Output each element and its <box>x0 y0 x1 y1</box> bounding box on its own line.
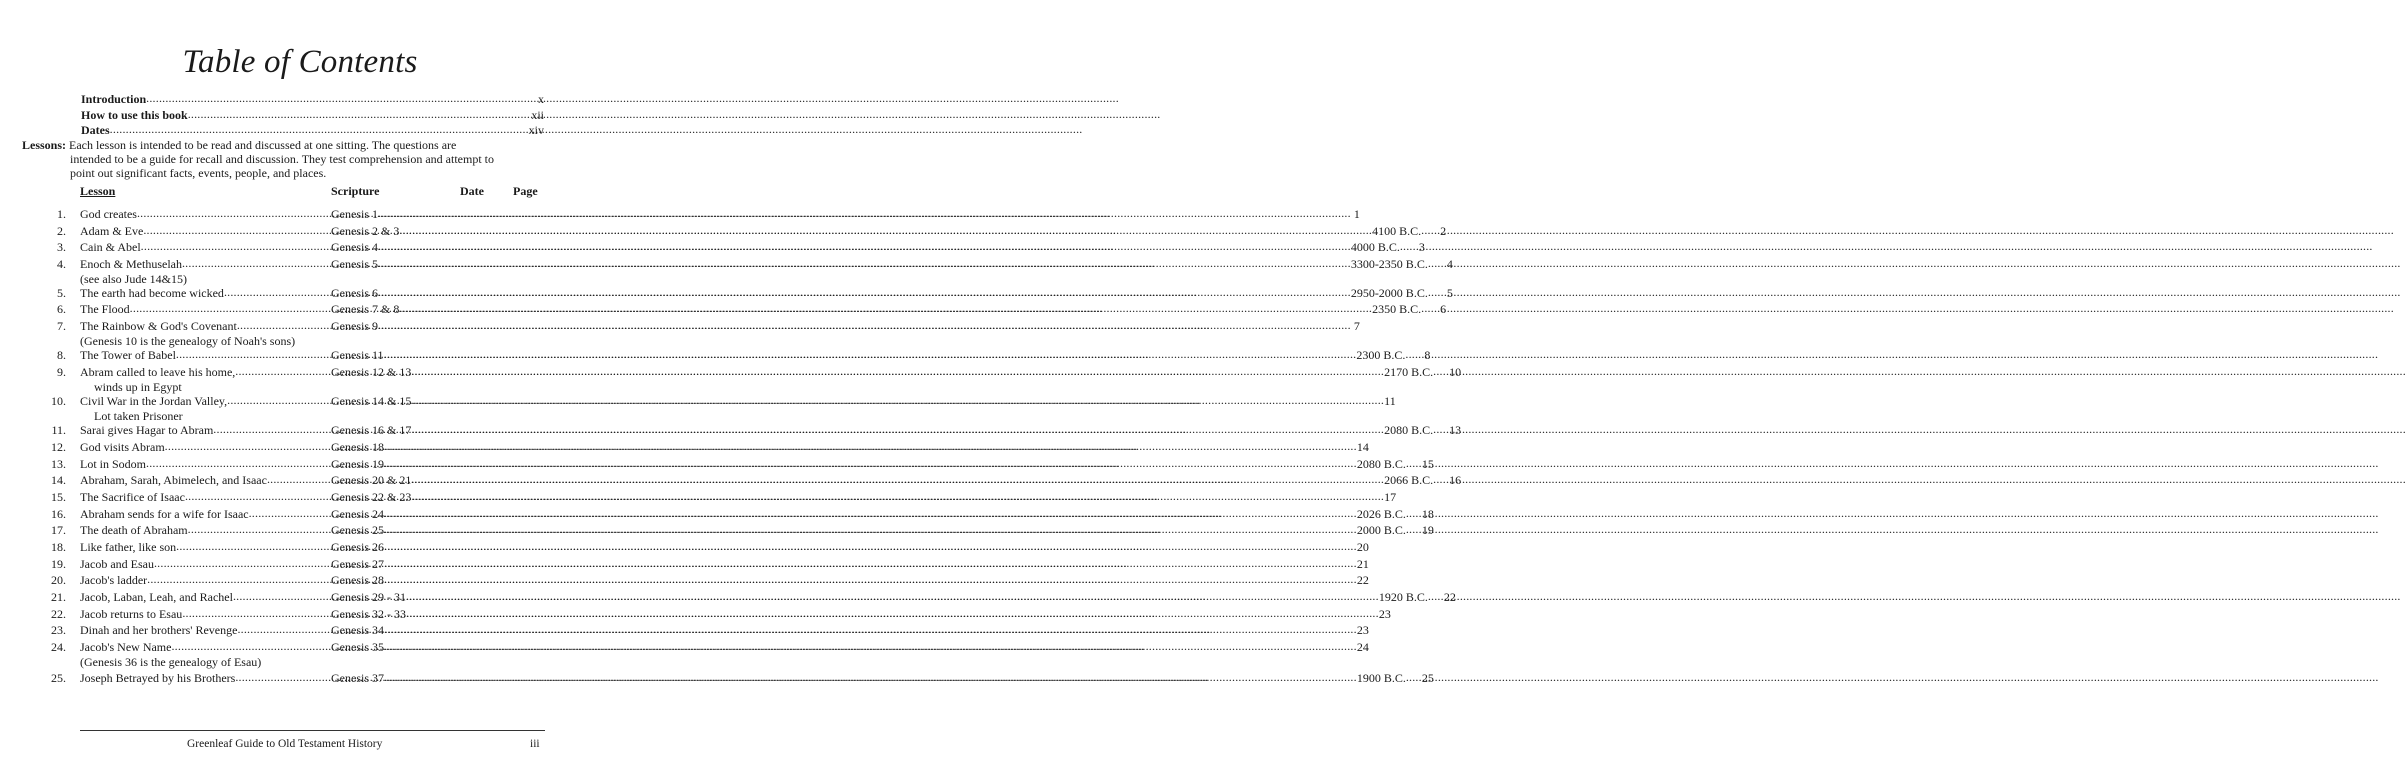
lesson-date: 2350 B.C. <box>1372 302 1422 316</box>
dot-leader <box>1433 422 1449 437</box>
dot-leader <box>267 472 331 487</box>
lesson-note: winds up in Egypt <box>94 380 182 394</box>
lesson-ref-cell <box>331 457 1434 472</box>
lesson-ref-cell <box>331 302 1446 317</box>
lesson-number: 24. <box>51 640 66 654</box>
lesson-line <box>80 473 1462 488</box>
dot-leader <box>176 347 331 362</box>
lesson-title: Lot in Sodom <box>80 457 147 471</box>
lesson-scripture: Genesis 34 <box>331 623 384 637</box>
lesson-number: 9. <box>57 365 66 379</box>
dot-leader <box>185 489 331 504</box>
lesson-number: 14. <box>51 473 66 487</box>
dot-leader <box>384 539 1357 554</box>
lesson-ref-cell <box>331 573 1369 588</box>
lesson-title: The death of Abraham <box>80 523 188 537</box>
lesson-number: 16. <box>51 507 66 521</box>
dot-leader <box>384 506 1357 521</box>
lesson-line <box>80 671 1434 686</box>
lesson-number: 21. <box>51 590 66 604</box>
lesson-page: 4 <box>1446 257 1453 271</box>
dot-leader <box>235 670 331 685</box>
dot-leader <box>137 206 331 221</box>
dot-leader <box>143 223 331 238</box>
lesson-date: 4100 B.C. <box>1372 224 1422 238</box>
lesson-title-cell <box>80 365 331 380</box>
lesson-number: 12. <box>51 440 66 454</box>
front-matter-page: x <box>538 92 544 106</box>
lesson-title: Abraham, Sarah, Abimelech, and Isaac <box>80 473 267 487</box>
lesson-scripture: Genesis 2 & 3 <box>331 224 400 238</box>
lesson-ref-cell <box>331 590 1456 605</box>
dot-leader <box>165 439 331 454</box>
lesson-line <box>80 224 1447 239</box>
lesson-line <box>80 207 1360 222</box>
lesson-title-cell <box>80 590 331 605</box>
dot-leader <box>384 670 1357 685</box>
lesson-ref-cell <box>331 540 1369 555</box>
dot-leader <box>1428 256 1444 271</box>
lesson-page: 23 <box>1356 623 1369 637</box>
dot-leader <box>176 539 331 554</box>
lesson-line <box>80 623 1369 638</box>
lesson-page: 14 <box>1356 440 1369 454</box>
lesson-scripture: Genesis 35 <box>331 640 384 654</box>
lesson-note: (see also Jude 14&15) <box>80 272 187 286</box>
lesson-number: 1. <box>57 207 66 221</box>
lesson-page: 3 <box>1418 240 1425 254</box>
lesson-date: 2000 B.C. <box>1356 523 1406 537</box>
dot-leader <box>384 622 1357 637</box>
lesson-title-cell <box>80 240 331 255</box>
header-page: Page <box>513 184 538 198</box>
dot-leader <box>1428 285 1444 300</box>
dot-leader <box>384 522 1357 537</box>
dot-leader <box>399 223 1372 238</box>
dot-leader <box>171 639 331 654</box>
dot-leader <box>399 301 1372 316</box>
lesson-number: 5. <box>57 286 66 300</box>
dot-leader <box>378 239 1351 254</box>
lesson-ref-cell <box>331 490 1396 505</box>
dot-leader <box>1421 301 1437 316</box>
dot-leader <box>1406 456 1422 471</box>
lesson-line <box>80 557 1369 572</box>
lesson-number: 2. <box>57 224 66 238</box>
lesson-date: 2950-2000 B.C. <box>1350 286 1428 300</box>
lesson-number: 25. <box>51 671 66 685</box>
lesson-title-cell <box>80 490 331 505</box>
dot-leader <box>378 318 1351 333</box>
lesson-line <box>80 590 1456 605</box>
lesson-title-cell <box>80 473 331 488</box>
dot-leader <box>378 206 1351 221</box>
lesson-date: 2080 B.C. <box>1356 457 1406 471</box>
lesson-scripture: Genesis 28 <box>331 573 384 587</box>
dot-leader <box>146 456 331 471</box>
lesson-title: The Rainbow & God's Covenant <box>80 319 237 333</box>
lesson-scripture: Genesis 25 <box>331 523 384 537</box>
lesson-scripture: Genesis 14 & 15 <box>331 394 412 408</box>
dot-leader <box>384 347 1357 362</box>
dot-leader <box>188 522 331 537</box>
dot-leader <box>411 489 1384 504</box>
lesson-number: 15. <box>51 490 66 504</box>
lesson-title-cell <box>80 671 331 686</box>
intro-line-2: intended to be a guide for recall and discussion. They test comprehension and attempt to <box>70 152 494 166</box>
front-matter-page: xii <box>531 108 544 122</box>
dot-leader <box>182 256 331 271</box>
lesson-title: Jacob's ladder <box>80 573 148 587</box>
dot-leader <box>411 472 1384 487</box>
lesson-date: 2170 B.C. <box>1384 365 1434 379</box>
lesson-title: Cain & Abel <box>80 240 141 254</box>
lesson-title: Joseph Betrayed by his Brothers <box>80 671 236 685</box>
dot-leader <box>154 556 331 571</box>
lesson-ref-cell <box>331 240 1425 255</box>
lesson-title: Adam & Eve <box>80 224 144 238</box>
lesson-title-cell <box>80 457 331 472</box>
lesson-scripture: Genesis 12 & 13 <box>331 365 412 379</box>
lesson-title-cell <box>80 440 331 455</box>
lesson-page: 22 <box>1356 573 1369 587</box>
dot-leader <box>384 639 1357 654</box>
lesson-title-cell <box>80 423 331 438</box>
lesson-scripture: Genesis 22 & 23 <box>331 490 412 504</box>
lesson-scripture: Genesis 1 <box>331 207 378 221</box>
lesson-page: 1 <box>1353 207 1360 221</box>
lesson-line <box>80 457 1434 472</box>
lesson-ref-cell <box>331 224 1446 239</box>
footer-page-number: iii <box>530 738 540 750</box>
lesson-line <box>80 640 1369 655</box>
dot-leader <box>384 572 1357 587</box>
dot-leader <box>1421 223 1437 238</box>
lesson-title-cell <box>80 224 331 239</box>
lesson-number: 22. <box>51 607 66 621</box>
lesson-date: 2066 B.C. <box>1384 473 1434 487</box>
column-headers <box>0 184 600 200</box>
lesson-ref-cell <box>331 507 1434 522</box>
lesson-line <box>80 240 1425 255</box>
lesson-line <box>80 490 1397 505</box>
lesson-line <box>80 319 1360 334</box>
lesson-ref-cell <box>331 623 1369 638</box>
lesson-line <box>80 257 1453 272</box>
lesson-title: God creates <box>80 207 137 221</box>
dot-leader <box>1405 347 1421 362</box>
lesson-line <box>80 302 1447 317</box>
lesson-number: 3. <box>57 240 66 254</box>
dot-leader <box>141 239 331 254</box>
lesson-number: 20. <box>51 573 66 587</box>
lesson-title-cell <box>80 286 331 301</box>
dot-leader <box>237 318 331 333</box>
lesson-scripture: Genesis 26 <box>331 540 384 554</box>
lesson-page: 19 <box>1421 523 1434 537</box>
lesson-ref-cell <box>331 257 1453 272</box>
lesson-title: The Sacrifice of Isaac <box>80 490 185 504</box>
footer-rule <box>80 730 545 731</box>
lesson-title-cell <box>80 640 331 655</box>
front-matter-label: Introduction <box>81 92 147 106</box>
lesson-page: 20 <box>1356 540 1369 554</box>
lesson-page: 8 <box>1424 348 1431 362</box>
lesson-page: 25 <box>1421 671 1434 685</box>
lesson-title: Abram called to leave his home, <box>80 365 236 379</box>
lesson-number: 10. <box>51 394 66 408</box>
lesson-scripture: Genesis 6 <box>331 286 378 300</box>
lesson-line <box>80 348 1431 363</box>
lesson-number: 13. <box>51 457 66 471</box>
dot-leader <box>188 107 532 122</box>
lesson-number: 23. <box>51 623 66 637</box>
lesson-scripture: Genesis 7 & 8 <box>331 302 400 316</box>
lesson-title-cell <box>80 623 331 638</box>
dot-leader <box>182 606 331 621</box>
dot-leader <box>378 256 1351 271</box>
lesson-ref-cell <box>331 640 1369 655</box>
dot-leader <box>384 439 1357 454</box>
lesson-title-cell <box>80 319 331 334</box>
dot-leader <box>249 506 331 521</box>
lesson-title-cell <box>80 257 331 272</box>
lesson-ref-cell <box>331 423 1461 438</box>
lesson-date: 1900 B.C. <box>1356 671 1406 685</box>
lesson-title-cell <box>80 523 331 538</box>
lesson-scripture: Genesis 9 <box>331 319 378 333</box>
lesson-number: 4. <box>57 257 66 271</box>
dot-leader <box>130 301 331 316</box>
dot-leader <box>1433 364 1449 379</box>
lesson-page: 22 <box>1443 590 1456 604</box>
lesson-date: 2300 B.C. <box>1356 348 1406 362</box>
dot-leader <box>406 606 1379 621</box>
lesson-ref-cell <box>331 207 1360 222</box>
lesson-title: Dinah and her brothers' Revenge <box>80 623 238 637</box>
lesson-line <box>80 286 1453 301</box>
dot-leader <box>233 589 331 604</box>
lesson-ref-cell <box>331 557 1369 572</box>
lesson-number: 18. <box>51 540 66 554</box>
lesson-title: Jacob, Laban, Leah, and Rachel <box>80 590 233 604</box>
lesson-title: Jacob returns to Esau <box>80 607 183 621</box>
lesson-date: 2026 B.C. <box>1356 507 1406 521</box>
dot-leader <box>1406 506 1422 521</box>
lesson-page: 21 <box>1356 557 1369 571</box>
lesson-page: 15 <box>1421 457 1434 471</box>
lesson-page: 23 <box>1378 607 1391 621</box>
lesson-line <box>80 507 1434 522</box>
lesson-line <box>80 423 1462 438</box>
lesson-line <box>80 440 1369 455</box>
lesson-scripture: Genesis 4 <box>331 240 378 254</box>
lesson-line <box>80 523 1434 538</box>
lesson-line <box>80 607 1391 622</box>
lesson-date: 2080 B.C. <box>1384 423 1434 437</box>
lesson-scripture: Genesis 18 <box>331 440 384 454</box>
dot-leader <box>1428 589 1444 604</box>
lesson-title-cell <box>80 302 331 317</box>
lesson-number: 17. <box>51 523 66 537</box>
dot-leader <box>411 393 1384 408</box>
lesson-line <box>80 365 1462 380</box>
lesson-page: 7 <box>1353 319 1360 333</box>
lesson-title-cell <box>80 507 331 522</box>
lesson-page: 10 <box>1449 365 1462 379</box>
lesson-date: 4000 B.C. <box>1350 240 1400 254</box>
lesson-scripture: Genesis 20 & 21 <box>331 473 412 487</box>
lesson-number: 7. <box>57 319 66 333</box>
front-matter-entry <box>81 92 544 108</box>
footer-book-title: Greenleaf Guide to Old Testament History <box>187 738 383 750</box>
lessons-intro <box>22 138 550 180</box>
lesson-title: Jacob's New Name <box>80 640 172 654</box>
lesson-title: Like father, like son <box>80 540 177 554</box>
lesson-ref-cell <box>331 607 1391 622</box>
lesson-title: Sarai gives Hagar to Abram <box>80 423 214 437</box>
lesson-ref-cell <box>331 440 1369 455</box>
page-title: Table of Contents <box>182 44 418 80</box>
lesson-number: 19. <box>51 557 66 571</box>
dot-leader <box>110 122 529 137</box>
lesson-title: Civil War in the Jordan Valley, <box>80 394 228 408</box>
intro-line-3: point out significant facts, events, people, and places. <box>70 166 327 180</box>
dot-leader <box>384 456 1357 471</box>
lesson-scripture: Genesis 24 <box>331 507 384 521</box>
dot-leader <box>411 422 1384 437</box>
lesson-title-cell <box>80 207 331 222</box>
dot-leader <box>384 556 1357 571</box>
lesson-ref-cell <box>331 286 1453 301</box>
lesson-ref-cell <box>331 365 1461 380</box>
lesson-line <box>80 540 1369 555</box>
lesson-page: 13 <box>1449 423 1462 437</box>
header-date: Date <box>460 184 484 198</box>
lesson-title-cell <box>80 607 331 622</box>
lesson-page: 2 <box>1440 224 1447 238</box>
lesson-title: The Flood <box>80 302 130 316</box>
header-scripture: Scripture <box>331 184 380 198</box>
dot-leader <box>213 422 331 437</box>
lesson-title: Abraham sends for a wife for Isaac <box>80 507 249 521</box>
lesson-date: 1920 B.C. <box>1378 590 1428 604</box>
lesson-scripture: Genesis 19 <box>331 457 384 471</box>
lesson-ref-cell <box>331 394 1396 409</box>
dot-leader <box>237 622 331 637</box>
lesson-scripture: Genesis 11 <box>331 348 384 362</box>
lesson-scripture: Genesis 5 <box>331 257 378 271</box>
lesson-scripture: Genesis 32 - 33 <box>331 607 406 621</box>
lesson-ref-cell <box>331 348 1430 363</box>
lesson-title-cell <box>80 557 331 572</box>
dot-leader <box>1400 239 1416 254</box>
lesson-ref-cell <box>331 473 1461 488</box>
dot-leader <box>146 91 538 106</box>
lesson-page: 11 <box>1384 394 1396 408</box>
lesson-page: 24 <box>1356 640 1369 654</box>
lesson-scripture: Genesis 37 <box>331 671 384 685</box>
lesson-title: Enoch & Methuselah <box>80 257 182 271</box>
lesson-title-cell <box>80 573 331 588</box>
dot-leader <box>1406 522 1422 537</box>
lesson-note: (Genesis 10 is the genealogy of Noah's sons) <box>80 334 296 348</box>
lesson-page: 5 <box>1446 286 1453 300</box>
lesson-title-cell <box>80 540 331 555</box>
lesson-ref-cell <box>331 523 1434 538</box>
lesson-note: (Genesis 36 is the genealogy of Esau) <box>80 655 262 669</box>
front-matter-label: Dates <box>81 123 110 137</box>
dot-leader <box>224 285 331 300</box>
lessons-label: Lessons: <box>22 138 67 152</box>
front-matter-entry <box>81 123 544 139</box>
front-matter-page: xiv <box>528 123 544 137</box>
dot-leader <box>235 364 331 379</box>
lesson-title-cell <box>80 394 331 409</box>
lesson-scripture: Genesis 27 <box>331 557 384 571</box>
lesson-scripture: Genesis 16 & 17 <box>331 423 412 437</box>
lesson-title: God visits Abram <box>80 440 165 454</box>
lesson-title: The Tower of Babel <box>80 348 176 362</box>
lesson-title: The earth had become wicked <box>80 286 224 300</box>
dot-leader <box>406 589 1379 604</box>
lesson-page: 6 <box>1440 302 1447 316</box>
lesson-page: 16 <box>1449 473 1462 487</box>
lesson-title-cell <box>80 348 331 363</box>
lesson-number: 8. <box>57 348 66 362</box>
header-lesson: Lesson <box>80 184 116 198</box>
dot-leader <box>1433 472 1449 487</box>
lesson-number: 6. <box>57 302 66 316</box>
dot-leader <box>411 364 1384 379</box>
intro-line-1: Each lesson is intended to be read and discussed at one sitting. The questions are <box>69 138 457 152</box>
lesson-date: 3300-2350 B.C. <box>1350 257 1428 271</box>
lesson-title: Jacob and Esau <box>80 557 154 571</box>
dot-leader <box>147 572 331 587</box>
lesson-number: 11. <box>51 423 66 437</box>
lesson-ref-cell <box>331 671 1434 686</box>
dot-leader <box>1406 670 1422 685</box>
dot-leader <box>378 285 1351 300</box>
dot-leader <box>227 393 331 408</box>
lesson-ref-cell <box>331 319 1360 334</box>
lesson-note: Lot taken Prisoner <box>94 409 183 423</box>
lesson-scripture: Genesis 29 - 31 <box>331 590 406 604</box>
lesson-line <box>80 394 1396 409</box>
lesson-page: 17 <box>1384 490 1397 504</box>
front-matter-label: How to use this book <box>81 108 188 122</box>
lesson-line <box>80 573 1369 588</box>
lesson-page: 18 <box>1421 507 1434 521</box>
